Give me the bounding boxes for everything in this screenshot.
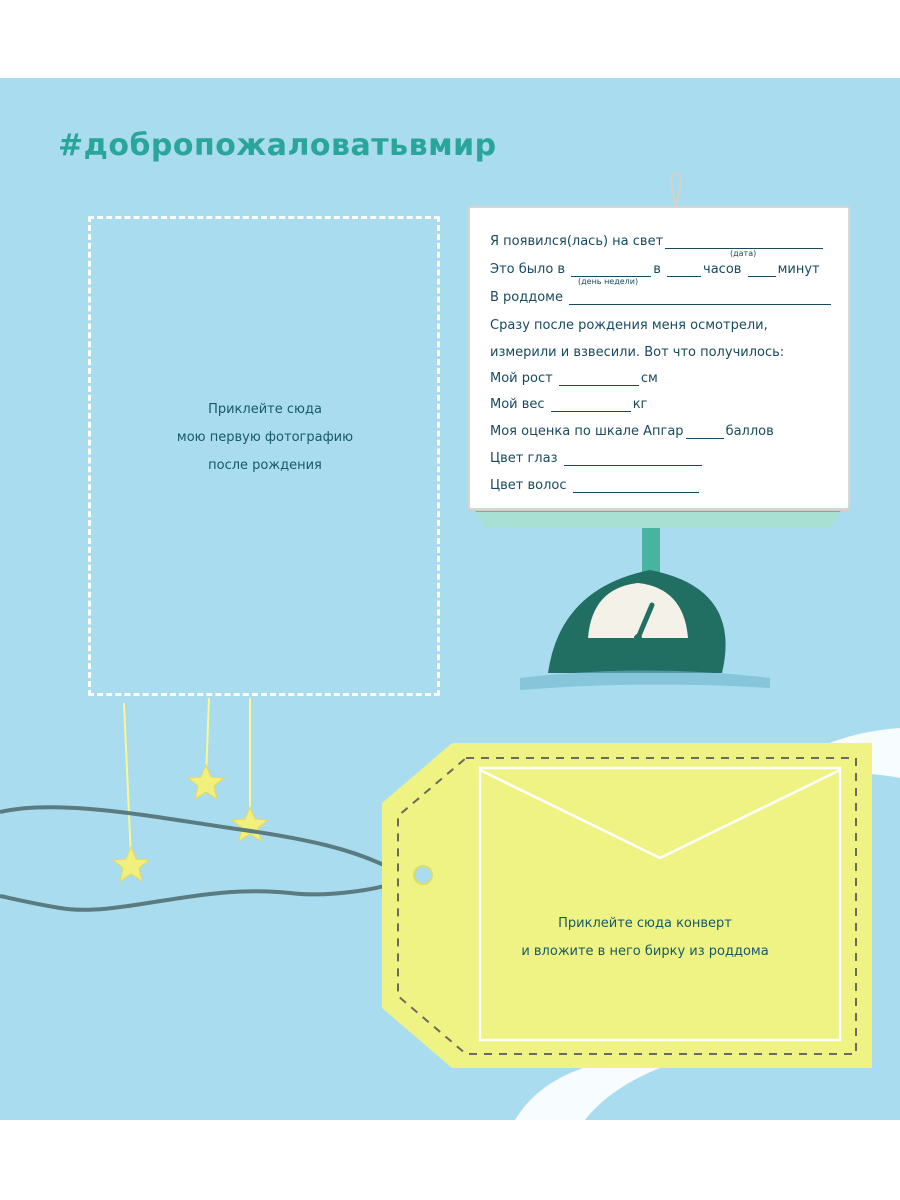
weekday-hint: (день недели) xyxy=(578,277,639,286)
height-label: Мой рост xyxy=(490,371,553,386)
tag-caption xyxy=(480,910,810,966)
apgar-line xyxy=(490,424,774,439)
photo-caption-line: Приклейте сюда xyxy=(208,402,322,417)
star-icon xyxy=(113,847,149,881)
photo-caption xyxy=(150,396,380,480)
eyes-label: Цвет глаз xyxy=(490,451,558,466)
exam-line: Сразу после рождения меня осмотрели, xyxy=(490,318,768,333)
eyes-blank[interactable] xyxy=(564,452,702,466)
weight-unit: кг xyxy=(632,397,648,412)
apgar-blank[interactable] xyxy=(686,425,724,439)
born-label: Я появился(лась) на свет xyxy=(490,234,664,249)
hospital-blank[interactable] xyxy=(569,291,831,305)
scale-shadow xyxy=(520,671,770,691)
height-line xyxy=(490,371,658,386)
height-blank[interactable] xyxy=(559,372,639,386)
eyes-line xyxy=(490,451,704,466)
hair-blank[interactable] xyxy=(573,479,699,493)
photo-caption-line: после рождения xyxy=(208,458,322,473)
exam-line: измерили и взвесили. Вот что получилось: xyxy=(490,345,785,360)
height-unit: см xyxy=(640,371,658,386)
weight-blank[interactable] xyxy=(551,398,631,412)
tag-hole xyxy=(414,866,432,884)
day-label: Это было в xyxy=(490,262,566,277)
birth-info-card xyxy=(468,206,850,510)
photo-caption-line: мою первую фотографию xyxy=(176,430,354,445)
minutes-blank[interactable] xyxy=(748,263,776,277)
born-line xyxy=(490,234,825,249)
luggage-tag xyxy=(382,743,872,1068)
book-page xyxy=(0,78,900,1120)
date-blank[interactable] xyxy=(665,235,823,249)
hours-blank[interactable] xyxy=(667,263,701,277)
tag-string xyxy=(0,807,408,910)
hanging-string-icon xyxy=(671,173,680,206)
day-line xyxy=(490,262,820,277)
date-hint: (дата) xyxy=(730,249,757,258)
weight-label: Мой вес xyxy=(490,397,545,412)
hours-label: часов xyxy=(703,262,742,277)
weekday-blank[interactable] xyxy=(571,263,651,277)
star-icon xyxy=(188,765,224,799)
tag-caption-line: Приклейте сюда конверт xyxy=(558,916,732,931)
hospital-label: В роддоме xyxy=(490,290,563,305)
page-hashtag: #добропожаловатьвмир xyxy=(58,128,497,163)
hair-label: Цвет волос xyxy=(490,478,567,493)
day-in-label: в xyxy=(653,262,661,277)
paper-torn-shape xyxy=(515,1063,660,1120)
hair-line xyxy=(490,478,701,493)
apgar-label: Моя оценка по шкале Апгар xyxy=(490,424,684,439)
tag-caption-line: и вложите в него бирку из роддома xyxy=(521,944,769,959)
weight-line xyxy=(490,397,647,412)
minutes-label: минут xyxy=(777,262,820,277)
apgar-unit: баллов xyxy=(725,424,774,439)
star-icon xyxy=(232,807,268,841)
hospital-line xyxy=(490,290,833,305)
